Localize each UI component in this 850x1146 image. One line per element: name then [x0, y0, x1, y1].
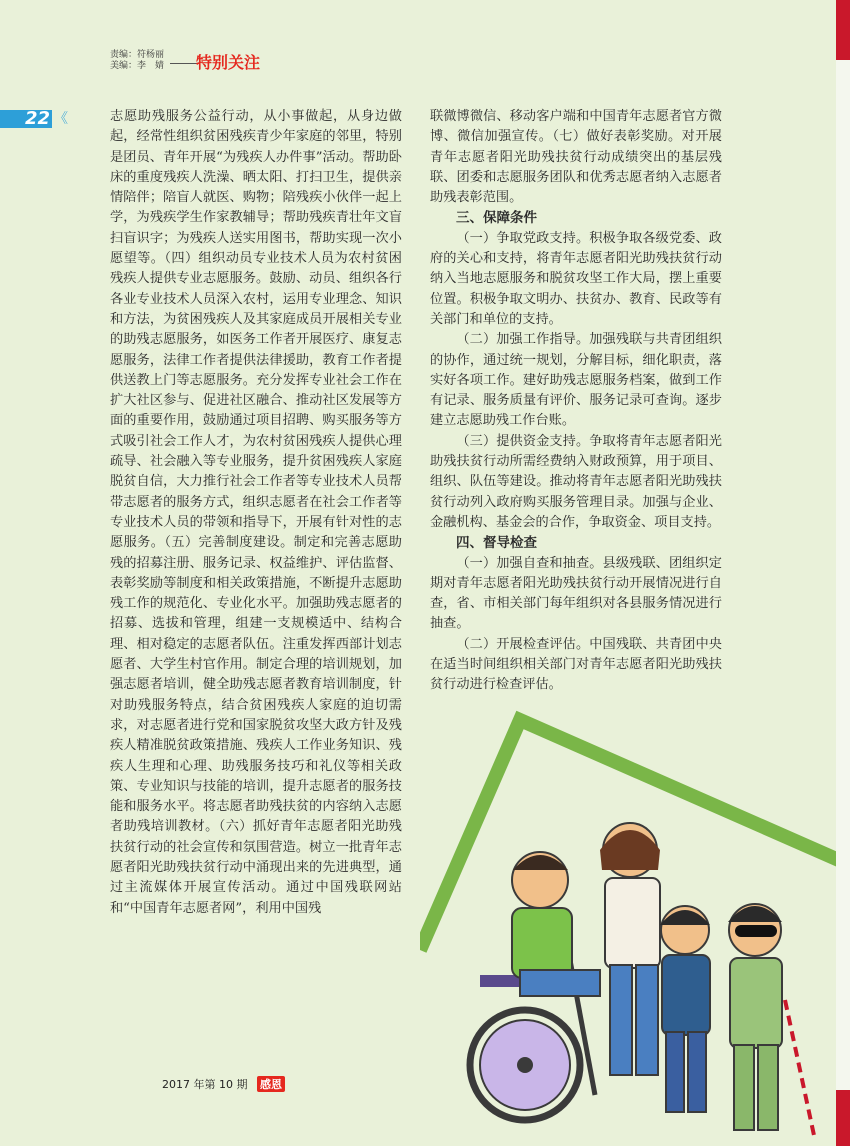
page-footer — [162, 1076, 285, 1092]
page-edge — [836, 0, 850, 1146]
issue-label: 2017 年第 10 期 — [162, 1078, 248, 1091]
section3-paragraph-2: （二）加强工作指导。加强残联与共青团组织的协作，通过统一规划，分解目标，细化职责，落实好各项工作。建好助残志愿服务档案，做到工作有记录、服务质量有评价、服务记录可查询。逐步建立志愿助残工作台账。 — [430, 332, 722, 429]
blind-person-figure — [728, 904, 815, 1140]
left-column — [110, 107, 402, 919]
volunteers-helping-disabled-illustration — [420, 700, 850, 1146]
section4-paragraph-2: （二）开展检查评估。中国残联、共青团中央在适当时间组织相关部门对青年志愿者阳光助残扶贫行动进行检查评估。 — [430, 636, 722, 693]
bottom-corner-tab — [836, 1090, 850, 1146]
helper-boy-figure — [660, 906, 710, 1112]
top-corner-tab — [836, 0, 850, 60]
editor-credit: 责编：符杨丽 — [110, 50, 165, 60]
section-title: 特别关注 — [196, 53, 261, 72]
art-editor-credit: 美编：李 婧 — [110, 61, 165, 71]
page-number-tab — [0, 110, 52, 128]
seated-person-figure — [512, 852, 600, 996]
section4-paragraph-1: （一）加强自查和抽查。县级残联、团组织定期对青年志愿者阳光助残扶贫行动开展情况进行自查，省、市相关部门每年组织对各县服务情况进行抽查。 — [430, 555, 722, 632]
right-intro-paragraph: 联微博微信、移动客户端和中国青年志愿者官方微博、微信加强宣传。（七）做好表彰奖励。对开展青年志愿者阳光助残扶贫行动成绩突出的基层残联、团委和志愿服务团队和优秀志愿者纳入志愿者助残表彰范围。 — [430, 109, 722, 206]
left-paragraph: 志愿助残服务公益行动，从小事做起，从身边做起，经常性组织贫困残疾青少年家庭的邻里，特别是团员、青年开展“为残疾人办件事”活动。帮助卧床的重度残疾人洗澡、晒太阳、打扫卫生，提供亲情陪伴；陪盲人就医、购物；陪残疾小伙伴一起上学，为残疾学生作家教辅导；帮助残疾青壮年文盲扫盲识字；为残疾人送实用图书，帮助实现一次小愿望等。（四）组织动员专业技术人员为农村贫困残疾人提供专业志愿服务。鼓励、动员、组织各行各业专业技术人员深入农村，运用专业理念、知识和方法，为贫困残疾人及其家庭成员开展相关专业的助残志愿服务，如医务工作者开展医疗、康复志愿服务，法律工作者提供法律援助，教育工作者提供送教上门等志愿服务。充分发挥专业社会工作在扩大社区参与、促进社区融合、推动社区发展等方面的重要作用，鼓励通过项目招聘、购买服务等方式吸引社会工作人才，为农村贫困残疾人提供心理疏导、社会融入等专业服务，提升贫困残疾人家庭脱贫自信，大力推行社会工作者等专业技术人员帮带志愿者的服务方式，组织志愿者在社会工作者等专业技术人员的带领和指导下，开展有针对性的志愿服务。（五）完善制度建设。制定和完善志愿助残的招募注册、服务记录、权益维护、评估监督、表彰奖励等制度和相关政策措施，不断提升志愿助残工作的规范化、专业化水平。加强助残志愿者的招募、选拔和管理，组建一支规模适中、结构合理、相对稳定的志愿者队伍。注重发挥西部计划志愿者、大学生村官作用。制定合理的培训规划，加强志愿者培训，健全助残志愿者教育培训制度，针对助残服务特点，结合贫困残疾人家庭的迫切需求，对志愿者进行党和国家脱贫攻坚大政方针及残疾人精准脱贫政策措施、残疾人工作业务知识、残疾人生理和心理、助残服务技巧和礼仪等相关政策、专业知识与技能的培训，提升志愿者的服务技能和服务水平。将志愿者助残扶贫的内容纳入志愿者助残培训教材。（六）抓好青年志愿者阳光助残扶贫行动的社会宣传和氛围营造。树立一批青年志愿者阳光助残扶贫行动中涌现出来的先进典型，通过主流媒体开展宣传活动。通过中国残联网站和“中国青年志愿者网”，利用中国残 — [110, 109, 402, 916]
section3-paragraph-1: （一）争取党政支持。积极争取各级党委、政府的关心和支持，将青年志愿者阳光助残扶贫行动纳入当地志愿服务和脱贫攻坚工作大局，摆上重要位置。积极争取文明办、扶贫办、教育、民政等有关部门和单位的支持。 — [430, 230, 722, 327]
section-heading-4: 四、督导检查 — [456, 535, 537, 552]
right-column — [430, 107, 722, 696]
magazine-brand: 感恩 — [257, 1076, 285, 1092]
page-number-marker: 《 — [54, 111, 68, 127]
section-heading-3: 三、保障条件 — [456, 210, 537, 227]
page-number: 22 — [24, 108, 50, 129]
credits — [110, 50, 164, 72]
helper-woman-figure — [600, 823, 660, 1075]
section3-paragraph-3: （三）提供资金支持。争取将青年志愿者阳光助残扶贫行动所需经费纳入财政预算，用于项目、组织、队伍等建设。推动将青年志愿者阳光助残扶贫行动列入政府购买服务管理目录。加强与企业、金融机构、基金会的合作，争取资金、项目支持。 — [430, 433, 722, 530]
